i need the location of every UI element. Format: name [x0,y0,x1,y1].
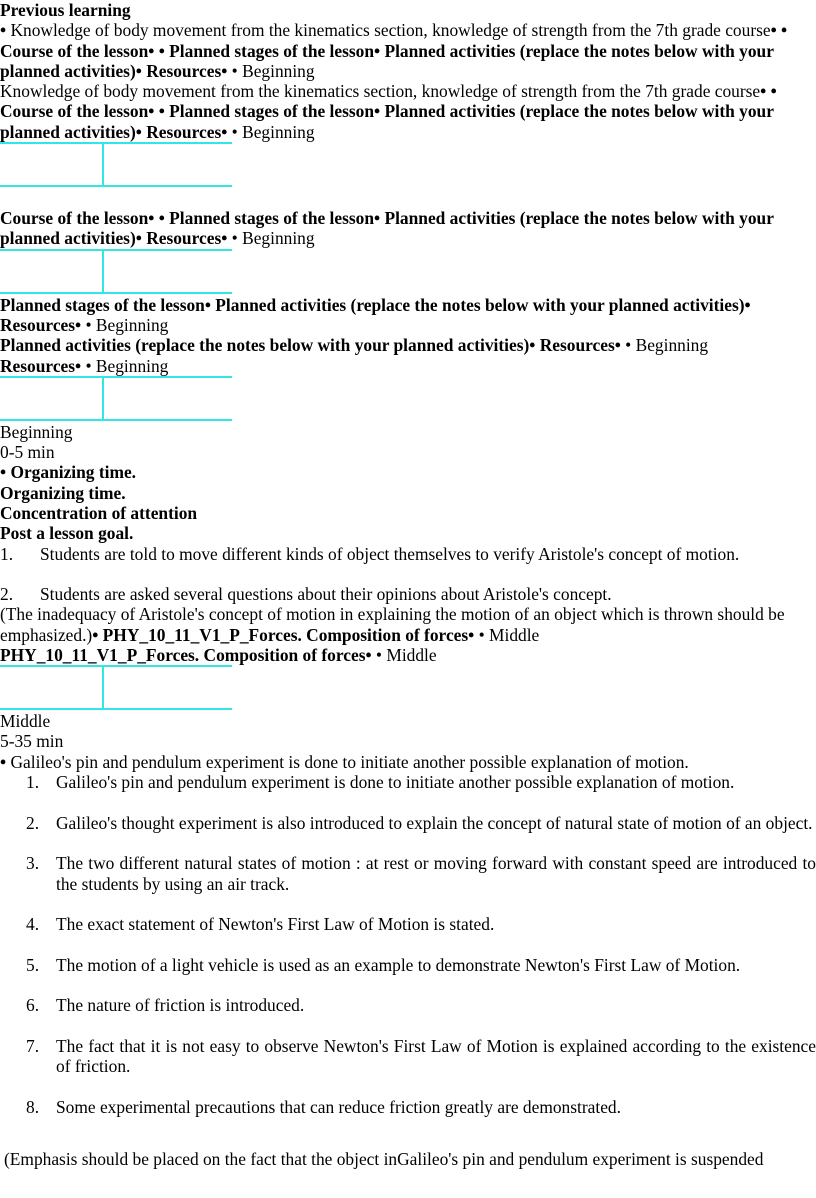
resource-link[interactable]: PHY_10_11_V1_P_Forces. Composition of forces [0,644,366,665]
label-course-of-lesson: Course of the lesson [0,208,149,229]
previous-learning-text: Knowledge of body movement from the kinematics section, knowledge of strength from the 7th grade course [10,20,771,41]
middle-emphasis: (Emphasis should be placed on the fact that the object inGalileo's pin and pendulum experiment is suspended [4,1149,764,1170]
table-cell-outline [0,142,232,187]
previous-learning-heading: Previous learning [0,0,131,20]
list-item: 5. The motion of a light vehicle is used as an example to demonstrate Newton's First Law of Motion. [26,954,741,975]
label-resources: Resources [146,60,222,81]
bullet-icon: • [0,20,7,41]
label-planned-activities: Planned activities (replace the notes below with your planned activities) [0,101,774,142]
list-item: 1. Galileo's pin and pendulum experiment is done to initiate another possible explanation of motion. [26,772,735,793]
planned-activities-block: Planned activities (replace the notes below with your planned activities)• Resources• • Beginning [0,335,709,356]
resource-link[interactable]: PHY_10_11_V1_P_Forces. Composition of forces [102,624,469,645]
list-item: 3. The two different natural states of motion : at rest or moving forward with constant speed are introduced to the students by using an air track. [26,853,816,894]
organizing-time-bullet: • Organizing time. [0,462,137,483]
resource-block: PHY_10_11_V1_P_Forces. Composition of forces• • Middle [0,644,437,665]
table-cell-box [0,376,816,422]
post-lesson-goal: Post a lesson goal. [0,523,134,544]
label-planned-activities: Planned activities (replace the notes below with your planned activities) [0,208,774,249]
label-resources: Resources [0,355,76,376]
previous-learning-text: Knowledge of body movement from the kinematics section, knowledge of strength from the 7th grade course [0,81,761,102]
list-item: 2. Students are asked several questions about their opinions about Aristole's concept. [0,583,612,604]
label-beginning: Beginning [635,335,709,356]
beginning-activity-list-2 [0,584,816,604]
label-beginning: Beginning [95,314,169,335]
middle-stage-time: 5-35 min [0,731,64,752]
label-planned-activities: Planned activities (replace the notes below with your planned activities) [0,335,530,356]
planned-stages-block: Planned stages of the lesson• Planned activities (replace the notes below with your planned activities)• Resources• • Beginning [0,294,751,335]
label-resources: Resources [146,121,222,142]
beginning-activity-list [0,544,816,564]
label-course-of-lesson: Course of the lesson [0,40,149,61]
table-cell-box [0,142,816,188]
list-item: 4. The exact statement of Newton's First Law of Motion is stated. [26,914,495,935]
label-resources: Resources [146,228,222,249]
list-item: 2. Galileo's thought experiment is also introduced to explain the concept of natural state of motion of an object. [26,812,813,833]
label-resources: Resources [539,335,615,356]
bullet-icon: • [0,751,7,772]
table-cell-outline [0,249,232,294]
previous-learning-block-2: Knowledge of body movement from the kinematics section, knowledge of strength from the 7th grade course• • Course of the lesson• • Planned stages of the lesson• Planned activities (replace the notes below with your planned activities)• Resources• • Beginning [0,81,777,142]
list-item: 1. Students are told to move different kinds of object themselves to verify Aristole's concept of motion. [0,543,740,564]
label-planned-stages: Planned stages of the lesson [169,40,375,61]
beginning-emphasis-block: (The inadequacy of Aristole's concept of motion in explaining the motion of an object which is thrown should be emphasized.)• PHY_10_11_V1_P_Forces. Composition of forces• • Middle [0,604,785,645]
table-cell-box [0,249,816,295]
label-planned-stages: Planned stages of the lesson [0,294,205,315]
beginning-stage-title: Beginning [0,421,73,442]
table-cell-divider [102,251,104,292]
label-beginning: Beginning [242,60,315,81]
beginning-emphasis: (The inadequacy of Aristole's concept of motion in explaining the motion of an object which is thrown should be emphasized.) [0,604,785,645]
table-cell-box [0,665,816,711]
label-beginning: Beginning [242,121,315,142]
table-cell-divider [102,378,104,419]
label-planned-stages: Planned stages of the lesson [169,208,375,229]
bullet-icon: • [0,462,11,483]
previous-learning-block-1: • Knowledge of body movement from the kinematics section, knowledge of strength from the 7th grade course• • Course of the lesson• • Planned stages of the lesson• Planned activities (replace the notes below with your planned activities)• Resources• • Beginning [0,20,788,81]
resources-block: Resources• • Beginning [0,355,169,376]
label-planned-activities: Planned activities (replace the notes below with your planned activities) [0,40,774,81]
beginning-stage-time: 0-5 min [0,442,55,463]
label-beginning: Beginning [242,228,315,249]
label-course-of-lesson: Course of the lesson [0,101,149,122]
label-middle: Middle [386,644,437,665]
label-resources: Resources [0,314,76,335]
middle-intro: • Galileo's pin and pendulum experiment is done to initiate another possible explanation of motion. [0,751,689,772]
label-planned-stages: Planned stages of the lesson [169,101,375,122]
middle-activity-list [0,772,816,1117]
label-middle: Middle [489,624,540,645]
table-cell-outline [0,665,232,710]
organizing-time: Organizing time. [0,482,126,503]
table-cell-outline [0,376,232,421]
label-planned-activities: Planned activities (replace the notes below with your planned activities) [215,294,745,315]
course-of-lesson-block: Course of the lesson• • Planned stages of the lesson• Planned activities (replace the notes below with your planned activities)• Resources• • Beginning [0,208,774,249]
list-item: 8. Some experimental precautions that can reduce friction greatly are demonstrated. [26,1096,621,1117]
middle-stage-title: Middle [0,711,51,732]
concentration-of-attention: Concentration of attention [0,503,198,524]
table-cell-divider [102,144,104,185]
label-beginning: Beginning [95,355,169,376]
table-cell-divider [102,667,104,708]
list-item: 6. The nature of friction is introduced. [26,995,305,1016]
list-item: 7. The fact that it is not easy to observe Newton's First Law of Motion is explained according to the existence of friction. [26,1035,816,1077]
